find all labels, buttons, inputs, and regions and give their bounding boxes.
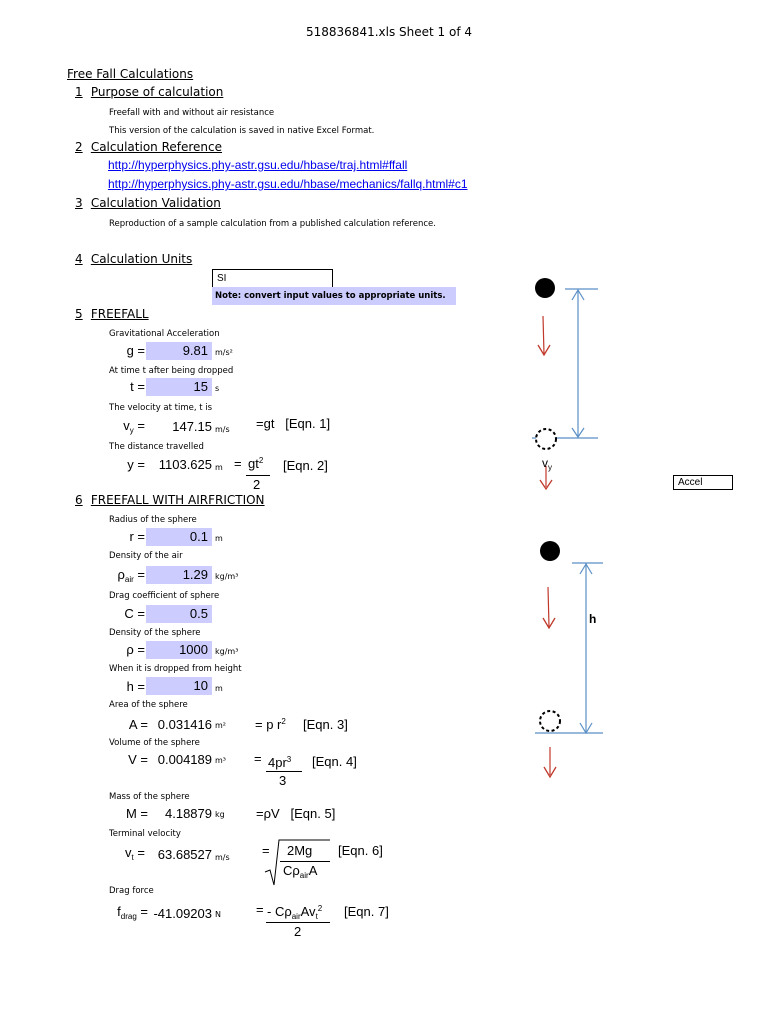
vy-diagram-label: $v_y$	[542, 456, 552, 472]
v-equation: =gt [Eqn. 1]	[256, 416, 331, 431]
fdrag-description: Drag force	[109, 886, 154, 896]
fall-arrow-1	[543, 316, 544, 354]
fdrag-numerator: - $C\rho_{air}Av_t^2$	[267, 904, 323, 921]
section-2-heading: 2 Calculation Reference	[75, 140, 223, 154]
vt-unit: m/s	[215, 853, 230, 862]
m-equation: =ρV [Eqn. 5]	[256, 806, 336, 821]
purpose-line-2: This version of the calculation is saved in native Excel Format.	[109, 126, 375, 136]
m-value: 4.18879	[165, 806, 212, 821]
g-input[interactable]: 9.81	[146, 342, 212, 360]
y-equation-label: [Eqn. 2]	[283, 458, 328, 473]
document-title: Free Fall Calculations	[67, 67, 194, 81]
rho-unit: kg/m³	[215, 647, 239, 656]
accel-label: Accel	[673, 475, 733, 490]
y-denominator: 2	[253, 477, 261, 492]
h-label: h =	[126, 679, 145, 694]
validation-line: Reproduction of a sample calculation from a published calculation reference.	[109, 219, 436, 229]
c-label: C =	[124, 606, 145, 621]
a-description: Area of the sphere	[109, 700, 188, 710]
g-unit: m/s²	[215, 348, 233, 357]
m-description: Mass of the sphere	[109, 792, 190, 802]
rho-air-label: $\rho_{air}$ =	[117, 567, 145, 584]
ball-bottom-2-icon	[540, 711, 560, 731]
vol-label: V =	[128, 752, 148, 767]
r-label: r =	[129, 529, 145, 544]
fdrag-denominator: 2	[294, 924, 302, 939]
vol-equation-label: [Eqn. 4]	[312, 754, 357, 769]
t-input[interactable]: 15	[146, 378, 212, 396]
fall-arrow-3	[548, 587, 549, 627]
a-label: A =	[128, 717, 148, 732]
a-equation: = p $r^2$	[255, 717, 286, 732]
vt-eq-sign: =	[262, 843, 270, 858]
rho-air-description: Density of the air	[109, 551, 183, 561]
fdrag-eq-sign: =	[256, 902, 264, 917]
fdrag-equation-label: [Eqn. 7]	[344, 904, 389, 919]
ball-top-2-icon	[540, 541, 560, 561]
vt-equation-label: [Eqn. 6]	[338, 843, 383, 858]
vt-numerator: 2Mg	[287, 843, 313, 858]
vol-description: Volume of the sphere	[109, 738, 200, 748]
rho-description: Density of the sphere	[109, 628, 201, 638]
vol-unit: m³	[215, 756, 226, 765]
g-description: Gravitational Acceleration	[109, 329, 220, 339]
vt-value: 63.68527	[157, 847, 212, 862]
page-header: 518836841.xls Sheet 1 of 4	[306, 25, 473, 39]
a-value: 0.031416	[157, 717, 212, 732]
t-description: At time t after being dropped	[109, 366, 234, 376]
section-1-heading: 1 Purpose of calculation	[75, 85, 224, 99]
units-note: Note: convert input values to appropriate units.	[212, 287, 456, 305]
a-equation-label: [Eqn. 3]	[303, 717, 348, 732]
vol-denominator: 3	[279, 773, 287, 788]
t-label: t =	[130, 379, 145, 394]
h-unit: m	[215, 684, 223, 693]
fdrag-value: -41.09203	[153, 906, 212, 921]
rho-air-input[interactable]: 1.29	[146, 566, 212, 584]
section-4-heading: 4 Calculation Units	[75, 252, 193, 266]
rho-input[interactable]: 1000	[146, 641, 212, 659]
ball-bottom-icon	[536, 429, 556, 449]
y-value: 1103.625	[158, 457, 212, 472]
vt-denominator: $C\rho_{air}A$	[283, 863, 318, 880]
vt-sqrt-sign	[265, 840, 330, 885]
fdrag-label: $f_{drag}$ =	[117, 904, 148, 921]
vt-description: Terminal velocity	[109, 829, 181, 839]
rho-air-unit: kg/m³	[215, 572, 239, 581]
v-description: The velocity at time, t is	[109, 403, 213, 413]
vol-value: 0.004189	[157, 752, 212, 767]
y-eq-sign: =	[234, 456, 242, 471]
a-unit: m²	[215, 721, 226, 730]
y-numerator: $gt^2$	[248, 456, 264, 471]
r-description: Radius of the sphere	[109, 515, 197, 525]
vol-numerator: $4pr^3$	[268, 755, 292, 770]
h-diagram-label: h	[589, 612, 597, 626]
c-description: Drag coefficient of sphere	[109, 591, 220, 601]
rho-label: ρ =	[126, 642, 145, 657]
v-unit: m/s	[215, 425, 230, 434]
m-label: M =	[125, 806, 148, 821]
units-input[interactable]: SI	[212, 269, 333, 288]
section-3-heading: 3 Calculation Validation	[75, 196, 221, 210]
ball-top-icon	[535, 278, 555, 298]
m-unit: kg	[215, 810, 225, 819]
section-6-heading: 6 FREEFALL WITH AIRFRICTION	[75, 493, 265, 507]
section-5-heading: 5 FREEFALL	[75, 307, 149, 321]
y-unit: m	[215, 463, 223, 472]
v-value: 147.15	[172, 419, 212, 434]
fdrag-unit: N	[215, 910, 221, 919]
g-label: g =	[126, 343, 145, 358]
t-unit: s	[215, 384, 220, 393]
h-input[interactable]: 10	[146, 677, 212, 695]
purpose-line-1: Freefall with and without air resistance	[109, 108, 275, 118]
h-description: When it is dropped from height	[109, 664, 242, 674]
v-label: $v_y$ =	[123, 418, 145, 435]
reference-link-2[interactable]: http://hyperphysics.phy-astr.gsu.edu/hbase/mechanics/fallq.html#c1	[108, 177, 468, 191]
reference-link-1[interactable]: http://hyperphysics.phy-astr.gsu.edu/hbase/traj.html#ffall	[108, 158, 408, 172]
r-input[interactable]: 0.1	[146, 528, 212, 546]
vt-label: $v_t$ =	[125, 845, 145, 862]
vol-eq-sign: =	[254, 751, 262, 766]
y-label: y =	[127, 457, 145, 472]
c-input[interactable]: 0.5	[146, 605, 212, 623]
y-description: The distance travelled	[109, 442, 204, 452]
r-unit: m	[215, 534, 223, 543]
